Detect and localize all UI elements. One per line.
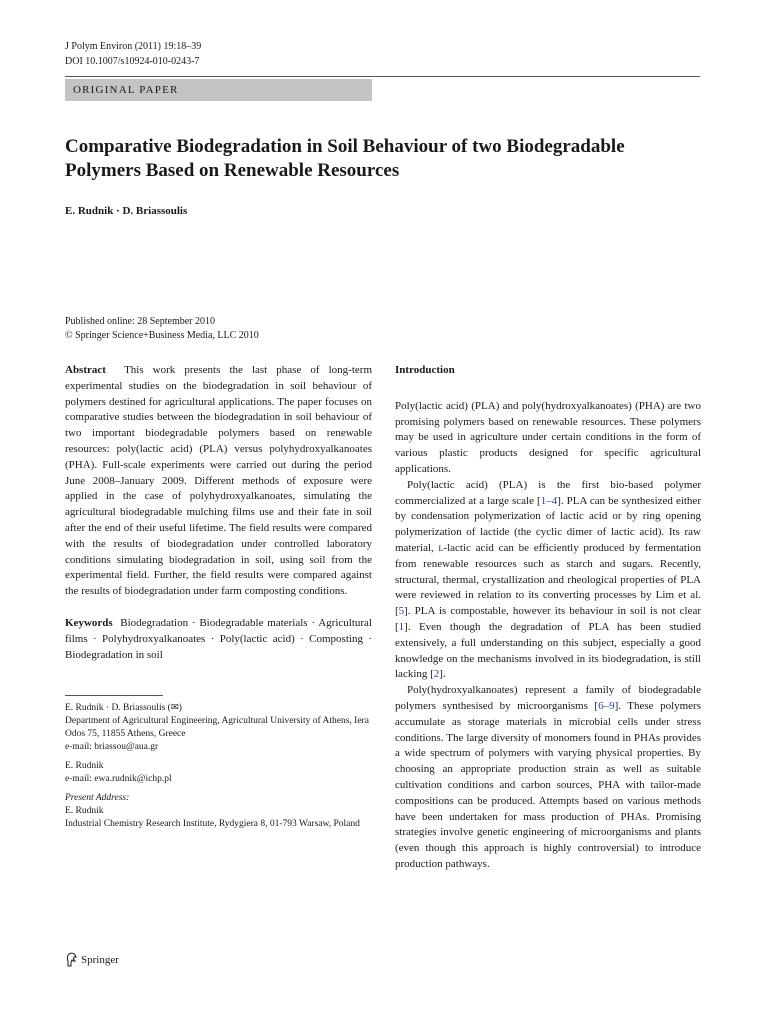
published-online: Published online: 28 September 2010	[65, 316, 215, 327]
present-address-inst: Industrial Chemistry Research Institute, Rydygiera 8, 01-793 Warsaw, Poland	[65, 819, 360, 830]
paper-title: Comparative Biodegradation in Soil Behaviour of two Biodegradable Polymers Based on Renewable Resources	[65, 136, 625, 181]
citation-link[interactable]: 6–9	[598, 699, 615, 712]
intro-paragraph-2: Poly(lactic acid) (PLA) is the first bio-based polymer commercialized at a large scale [1–4]. PLA can be synthesized either by condensation polymerization of lactic acid or by ring opening polymerization of lactide (the cyclic dimer of lactic acid). Its raw material, L-lactic acid can be efficiently produced by fermentation from renewable resources such as starch and sugars. Recently, structural, thermal, crystallization and rheological properties of PLA were reviewed in relation to its converting processes by Lim et al. [5]. PLA is compostable, however its behaviour in soil is not clear [1]. Even though the degradation of PLA has been studied extensively, a full understanding on this subject, especially a good knowledge on the mechanisms involved in its biodegradation, is still lacking [2].	[395, 478, 701, 681]
copyright: © Springer Science+Business Media, LLC 2010	[65, 330, 259, 341]
keywords-heading: Keywords	[65, 616, 113, 629]
publisher-name: Springer	[81, 953, 119, 966]
abstract-heading: Abstract	[65, 364, 106, 376]
footnote-rule	[65, 695, 163, 696]
journal-citation: J Polym Environ (2011) 19:18–39	[65, 41, 202, 52]
present-address-name: E. Rudnik	[65, 806, 104, 817]
affiliation-email-2[interactable]: e-mail: ewa.rudnik@ichp.pl	[65, 774, 172, 785]
present-address-label: Present Address:	[65, 793, 130, 804]
keywords	[65, 616, 372, 663]
intro-paragraph-3: Poly(hydroxyalkanoates) represent a family of biodegradable polymers synthesised by microorganisms [6–9]. These polymers accumulate as storage materials in microbial cells under stress conditions. The large diversity of monomers found in PHAs provides a wide spectrum of polymers with varying physical properties. By choosing an appropriate production strain as well as suitable cultivation conditions and carbon sources, PHA with tailor-made compositions can be produced. Attempts based on various methods have been undertaken for mass production of PHAs. Promising strategies involve genetic engineering of microorganisms and plants (even though this approach is highly controversial) to introduce production pathways.	[395, 684, 702, 870]
affiliation-dept: Department of Agricultural Engineering, Agricultural University of Athens, Iera Odos 75, 11855 Athens, Greece	[65, 716, 369, 740]
abstract	[65, 363, 372, 600]
header-rule	[65, 76, 700, 77]
left-column	[65, 363, 372, 837]
citation-link[interactable]: 1–4	[540, 494, 558, 507]
abstract-text: This work presents the last phase of long-term experimental studies on the biodegradation in soil behaviour of polymers destined for agricultural applications. The paper focuses on comparative studies between the biodegradation in soil behaviour of two important biodegradable polymers based on renewable resources: poly(lactic acid) (PLA) versus polyhydroxyalkanoates (PHA). Full-scale experiments were carried out during the period June 2008–January 2009. Different methods of exposure were applied in the case of polyhydroxyalkanoates, simulating the agricultural biodegradable mulching films use and their fate in soil after the end of their useful lifetime. The field results were compared with the results of biodegradation under controlled laboratory conditions simulating biodegradation in soil, using soil from the experimental field. Further, the field results were compared against the results of biodegradation under farm composting conditions.	[65, 364, 372, 598]
springer-footer	[65, 952, 119, 967]
springer-horse-icon	[65, 952, 78, 967]
doi: DOI 10.1007/s10924-010-0243-7	[65, 56, 200, 67]
affiliation-email[interactable]: e-mail: briassou@aua.gr	[65, 742, 159, 753]
paper-type-badge: ORIGINAL PAPER	[65, 79, 372, 101]
authors: E. Rudnik · D. Briassoulis	[65, 205, 188, 217]
intro-paragraph-1: Poly(lactic acid) (PLA) and poly(hydroxyalkanoates) (PHA) are two promising polymers based on renewable resources. These polymers may be used in agriculture under certain conditions in the form of various plastic products designed for specific agricultural applications.	[395, 399, 701, 475]
right-column	[395, 363, 701, 873]
affiliation-name-2: E. Rudnik	[65, 761, 104, 772]
citation-link[interactable]: 2	[433, 668, 440, 681]
affiliation-names: E. Rudnik · D. Briassoulis (✉)	[65, 703, 182, 714]
affiliations	[65, 702, 372, 831]
citation-link[interactable]: 5	[398, 605, 405, 618]
introduction-heading: Introduction	[395, 364, 455, 376]
publication-info	[65, 315, 259, 343]
keywords-text: Biodegradation · Biodegradable materials · Agricultural films · Polyhydroxyalkanoates · Poly(lactic acid) · Composting · Biodegradation in soil	[65, 616, 372, 661]
citation-link[interactable]: 1	[398, 620, 405, 633]
